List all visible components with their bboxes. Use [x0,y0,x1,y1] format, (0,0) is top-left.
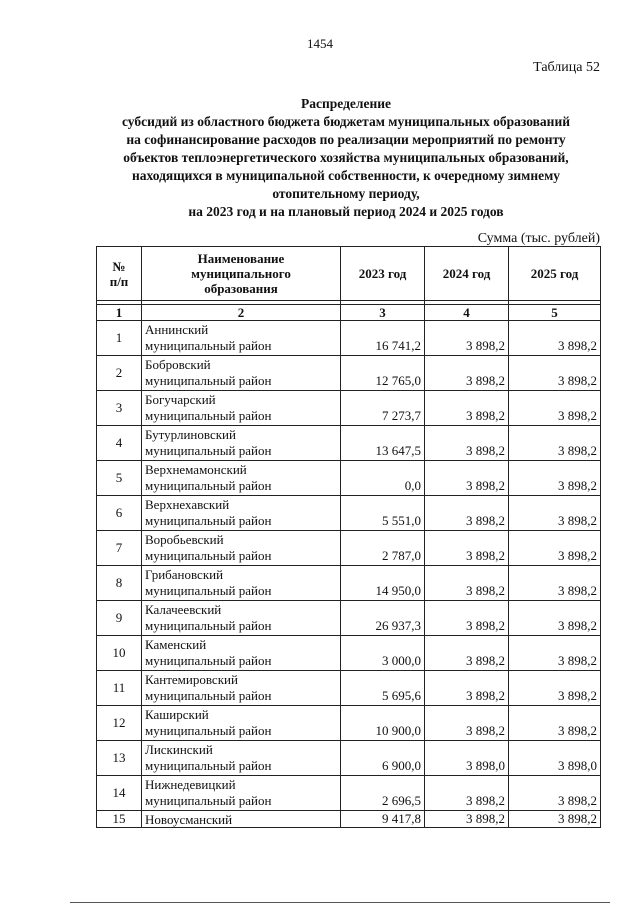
municipality-name [142,321,341,356]
municipality-name [142,776,341,811]
document-title [92,95,600,221]
value-2025: 3 898,2 [509,531,601,566]
header-name-line: образования [204,281,278,296]
header-name-line: муниципального [191,266,291,281]
value-2023: 14 950,0 [341,566,425,601]
municipality-type-line: муниципальный район [145,513,272,528]
value-2023: 9 417,8 [341,811,425,828]
municipality-type-line: муниципальный район [145,478,272,493]
row-number: 2 [97,356,142,391]
header-number [97,247,142,301]
value-2023: 5 551,0 [341,496,425,531]
value-2024: 3 898,2 [425,461,509,496]
column-number: 5 [509,305,601,321]
value-2024: 3 898,2 [425,671,509,706]
municipality-name-line: Богучарский [145,392,216,407]
table-row [97,811,601,828]
title-line: находящихся в муниципальной собственности, к очередному зимнему [131,168,561,183]
bottom-divider [70,902,610,903]
units-label: Сумма (тыс. рублей) [477,231,600,246]
row-number: 6 [97,496,142,531]
row-number: 15 [97,811,142,828]
column-number: 3 [341,305,425,321]
column-number-row [97,305,601,321]
subsidy-table [96,246,601,828]
municipality-type-line: муниципальный район [145,373,272,388]
value-2023: 3 000,0 [341,636,425,671]
header-number-line: № [112,258,126,274]
value-2024: 3 898,2 [425,566,509,601]
municipality-name [142,356,341,391]
column-number: 4 [425,305,509,321]
value-2024: 3 898,2 [425,601,509,636]
municipality-name [142,566,341,601]
value-2025: 3 898,2 [509,356,601,391]
table-header-row [97,247,601,301]
municipality-type-line: муниципальный район [145,688,272,703]
municipality-type-line: муниципальный район [145,408,272,423]
municipality-type-line: муниципальный район [145,653,272,668]
municipality-name [142,706,341,741]
row-number: 5 [97,461,142,496]
header-2024: 2024 год [425,247,509,301]
municipality-name-line: Верхнехавский [145,497,230,512]
page-number: 1454 [307,36,333,51]
value-2023: 5 695,6 [341,671,425,706]
municipality-name-line: Нижнедевицкий [145,777,236,792]
table-row [97,776,601,811]
value-2023: 6 900,0 [341,741,425,776]
municipality-name-line: Каменский [145,637,207,652]
row-number: 11 [97,671,142,706]
municipality-type-line: муниципальный район [145,618,272,633]
table-row [97,706,601,741]
municipality-type-line: муниципальный район [145,443,272,458]
value-2024: 3 898,2 [425,776,509,811]
table-row [97,741,601,776]
value-2024: 3 898,2 [425,531,509,566]
value-2025: 3 898,2 [509,706,601,741]
value-2025: 3 898,2 [509,496,601,531]
value-2024: 3 898,2 [425,706,509,741]
municipality-type-line: муниципальный район [145,548,272,563]
row-number: 1 [97,321,142,356]
municipality-name-line: Кантемировский [145,672,238,687]
value-2023: 13 647,5 [341,426,425,461]
value-2023: 2 787,0 [341,531,425,566]
table-row [97,496,601,531]
value-2023: 7 273,7 [341,391,425,426]
row-number: 3 [97,391,142,426]
header-2023: 2023 год [341,247,425,301]
value-2023: 10 900,0 [341,706,425,741]
value-2024: 3 898,2 [425,391,509,426]
municipality-name [142,741,341,776]
table-row [97,531,601,566]
municipality-name-line: Грибановский [145,567,224,582]
municipality-type-line: муниципальный район [145,758,272,773]
table-row [97,426,601,461]
table-row [97,461,601,496]
row-number: 8 [97,566,142,601]
municipality-name-line: Лискинский [145,742,213,757]
value-2023: 2 696,5 [341,776,425,811]
municipality-name [142,496,341,531]
municipality-name-line: Аннинский [145,322,209,337]
municipality-name-line: Новоусманский [145,811,233,827]
header-name [142,247,341,301]
title-line: объектов теплоэнергетического хозяйства муниципальных образований, [123,150,569,165]
title-line: субсидий из областного бюджета бюджетам муниципальных образований [121,114,571,129]
table-label: Таблица 52 [533,60,600,75]
title-line: на софинансирование расходов по реализации мероприятий по ремонту [126,132,566,147]
value-2025: 3 898,2 [509,426,601,461]
value-2024: 3 898,0 [425,741,509,776]
value-2025: 3 898,2 [509,636,601,671]
value-2025: 3 898,2 [509,776,601,811]
column-number: 2 [142,305,341,321]
value-2023: 16 741,2 [341,321,425,356]
row-number: 13 [97,741,142,776]
table-row [97,321,601,356]
municipality-type-line: муниципальный район [145,583,272,598]
title-line: на 2023 год и на плановый период 2024 и 2025 годов [188,204,504,219]
municipality-type-line: муниципальный район [145,723,272,738]
municipality-name-line: Бутурлиновский [145,427,236,442]
header-number-line: п/п [109,273,129,289]
municipality-name-line: Каширский [145,707,209,722]
value-2024: 3 898,2 [425,636,509,671]
municipality-name-line: Воробьевский [145,532,224,547]
table-row [97,601,601,636]
value-2025: 3 898,0 [509,741,601,776]
value-2025: 3 898,2 [509,671,601,706]
table-row [97,356,601,391]
value-2025: 3 898,2 [509,811,601,828]
table-row [97,391,601,426]
value-2025: 3 898,2 [509,461,601,496]
municipality-name [142,461,341,496]
table-row [97,671,601,706]
row-number: 7 [97,531,142,566]
table-row [97,566,601,601]
value-2023: 26 937,3 [341,601,425,636]
municipality-type-line: муниципальный район [145,338,272,353]
municipality-name [142,426,341,461]
row-number: 12 [97,706,142,741]
row-number: 14 [97,776,142,811]
municipality-name [142,636,341,671]
value-2024: 3 898,2 [425,811,509,828]
row-number: 10 [97,636,142,671]
value-2025: 3 898,2 [509,601,601,636]
title-line: отопительному периоду, [272,186,420,201]
municipality-name-line: Верхнемамонский [145,462,247,477]
table-row [97,636,601,671]
header-name-line: Наименование [197,251,285,266]
value-2024: 3 898,2 [425,496,509,531]
row-number: 4 [97,426,142,461]
municipality-name-line: Бобровский [145,357,211,372]
municipality-name-line: Калачеевский [145,602,222,617]
value-2023: 0,0 [341,461,425,496]
column-number: 1 [97,305,142,321]
municipality-name [142,601,341,636]
title-line: Распределение [300,96,392,111]
municipality-name [142,811,341,828]
row-number: 9 [97,601,142,636]
value-2025: 3 898,2 [509,566,601,601]
value-2025: 3 898,2 [509,321,601,356]
value-2025: 3 898,2 [509,391,601,426]
municipality-name [142,391,341,426]
value-2023: 12 765,0 [341,356,425,391]
value-2024: 3 898,2 [425,321,509,356]
municipality-type-line: муниципальный район [145,793,272,808]
value-2024: 3 898,2 [425,426,509,461]
header-2025: 2025 год [509,247,601,301]
municipality-name [142,531,341,566]
municipality-name [142,671,341,706]
value-2024: 3 898,2 [425,356,509,391]
